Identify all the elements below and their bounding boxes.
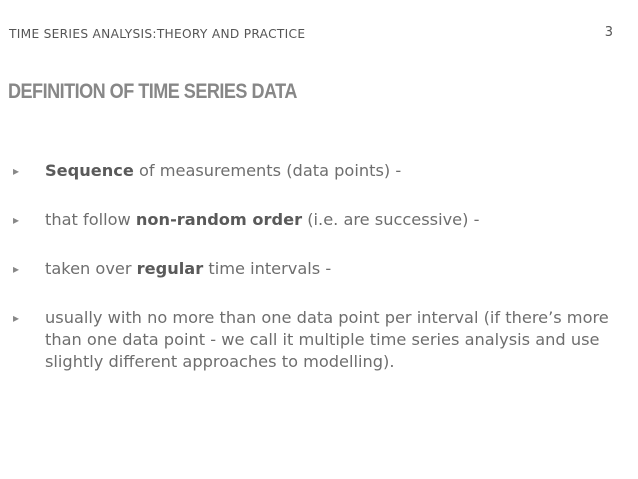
slide-title: DEFINITION OF TIME SERIES DATA [8,80,297,103]
bullet-text-pre: that follow [45,210,136,229]
bullet-arrow-icon: ▸ [13,164,20,178]
bullet-text-post: of measurements (data points) - [133,161,402,180]
bullet-item [13,307,613,373]
bullet-text-bold: Sequence [45,161,134,180]
bullet-text-bold: regular [136,259,204,278]
bullet-text-post: (i.e. are successive) - [302,210,480,229]
bullet-arrow-icon: ▸ [13,213,20,227]
bullet-arrow-icon: ▸ [13,311,20,325]
bullet-text-pre: taken over [45,259,137,278]
bullet-list [13,160,613,373]
bullet-text-bold: non-random order [135,210,303,229]
bullet-item [13,258,613,280]
header-title: TIME SERIES ANALYSIS:THEORY AND PRACTICE [9,27,306,41]
bullet-text-pre: usually with no more than one data point per interval (if there’s more than one data point - we call it multiple time series analysis and use slightly different approaches to modelling). [45,308,609,371]
bullet-item [13,160,613,182]
bullet-text-post: time intervals - [203,259,332,278]
page-number: 3 [604,25,613,40]
bullet-item [13,209,613,231]
bullet-arrow-icon: ▸ [13,262,20,276]
